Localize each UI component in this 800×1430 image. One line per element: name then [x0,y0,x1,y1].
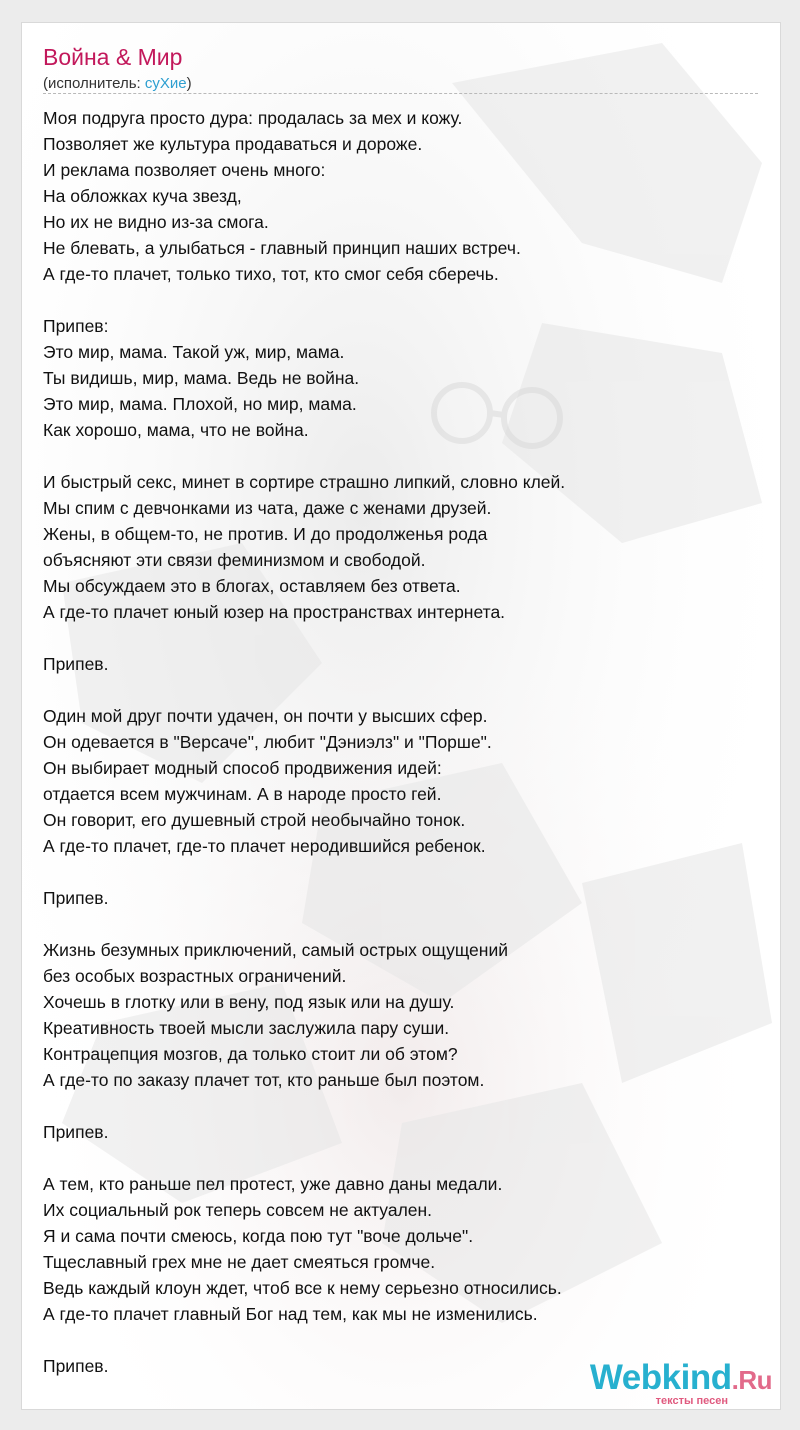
lyric-line: И быстрый секс, минет в сортире страшно липкий, словно клей. [43,472,566,492]
lyric-line: Моя подруга просто дура: продалась за мех и кожу. [43,108,463,128]
title-divider [43,93,758,94]
lyric-line: Но их не видно из-за смога. [43,212,269,232]
lyric-line: Их социальный рок теперь совсем не актуален. [43,1200,433,1220]
lyric-line: Один мой друг почти удачен, он почти у высших сфер. [43,706,488,726]
lyric-line: Это мир, мама. Такой уж, мир, мама. [43,342,345,362]
lyric-line: объясняют эти связи феминизмом и свободой. [43,550,426,570]
lyric-line: А где-то плачет юный юзер на пространствах интернета. [43,602,506,622]
lyrics-text [43,105,565,1379]
lyric-line: Не блевать, а улыбаться - главный принцип наших встреч. [43,238,521,258]
lyric-line [43,1145,565,1171]
lyric-line [43,443,565,469]
lyric-line: Креативность твоей мысли заслужила пару суши. [43,1018,450,1038]
site-logo[interactable] [590,1360,772,1407]
lyric-line: А тем, кто раньше пел протест, уже давно даны медали. [43,1174,503,1194]
artist-prefix: (исполнитель: [43,75,145,92]
lyric-line: Припев. [43,654,109,674]
lyric-line: без особых возрастных ограничений. [43,966,347,986]
lyric-line [43,1093,565,1119]
lyric-line: Припев. [43,888,109,908]
lyric-line: Ты видишь, мир, мама. Ведь не война. [43,368,360,388]
lyrics-card [21,22,781,1410]
lyric-line: Хочешь в глотку или в вену, под язык или на душу. [43,992,455,1012]
lyric-line: А где-то плачет, только тихо, тот, кто смог себя сберечь. [43,264,499,284]
logo-wordmark [590,1360,772,1398]
lyric-line [43,287,565,313]
lyric-line: А где-то плачет главный Бог над тем, как мы не изменились. [43,1304,538,1324]
lyric-line: А где-то по заказу плачет тот, кто раньше был поэтом. [43,1070,485,1090]
lyric-line: А где-то плачет, где-то плачет неродившийся ребенок. [43,836,486,856]
lyric-line: Мы обсуждаем это в блогах, оставляем без ответа. [43,576,461,596]
artist-link[interactable]: суХие [144,75,187,92]
lyric-line [43,625,565,651]
lyric-line: Ведь каждый клоун ждет, чтоб все к нему серьезно относились. [43,1278,562,1298]
lyric-line: отдается всем мужчинам. А в народе просто гей. [43,784,442,804]
lyric-line: Он говорит, его душевный строй необычайно тонок. [43,810,466,830]
logo-domain-suffix: .Ru [731,1365,772,1395]
artist-line [43,74,192,94]
song-title: Война & Мир [43,44,183,70]
lyric-line [43,677,565,703]
lyric-line: Жизнь безумных приключений, самый острых ощущений [43,940,508,960]
lyric-line: Я и сама почти смеюсь, когда пою тут "воче дольче". [43,1226,474,1246]
lyric-line: Контрацепция мозгов, да только стоит ли об этом? [43,1044,458,1064]
lyric-line: Тщеславный грех мне не дает смеяться громче. [43,1252,436,1272]
logo-main-text: Webkind [589,1358,732,1397]
lyric-line: Он выбирает модный способ продвижения идей: [43,758,442,778]
lyric-line: Припев: [43,316,109,336]
lyric-line: Припев. [43,1122,109,1142]
artist-suffix: ) [186,75,192,92]
lyric-line: На обложках куча звезд, [43,186,242,206]
logo-tagline: тексты песен [655,1395,728,1407]
lyric-line: Мы спим с девчонками из чата, даже с женами друзей. [43,498,492,518]
lyric-line [43,1327,565,1353]
lyric-line [43,859,565,885]
lyric-line: Это мир, мама. Плохой, но мир, мама. [43,394,357,414]
lyric-line: Как хорошо, мама, что не война. [43,420,309,440]
lyric-line [43,911,565,937]
lyric-line: Жены, в общем-то, не против. И до продолженья рода [43,524,488,544]
lyric-line: Припев. [43,1356,109,1376]
lyric-line: И реклама позволяет очень много: [43,160,326,180]
lyric-line: Он одевается в "Версаче", любит "Дэниэлз" и "Порше". [43,732,492,752]
lyric-line: Позволяет же культура продаваться и дороже. [43,134,423,154]
